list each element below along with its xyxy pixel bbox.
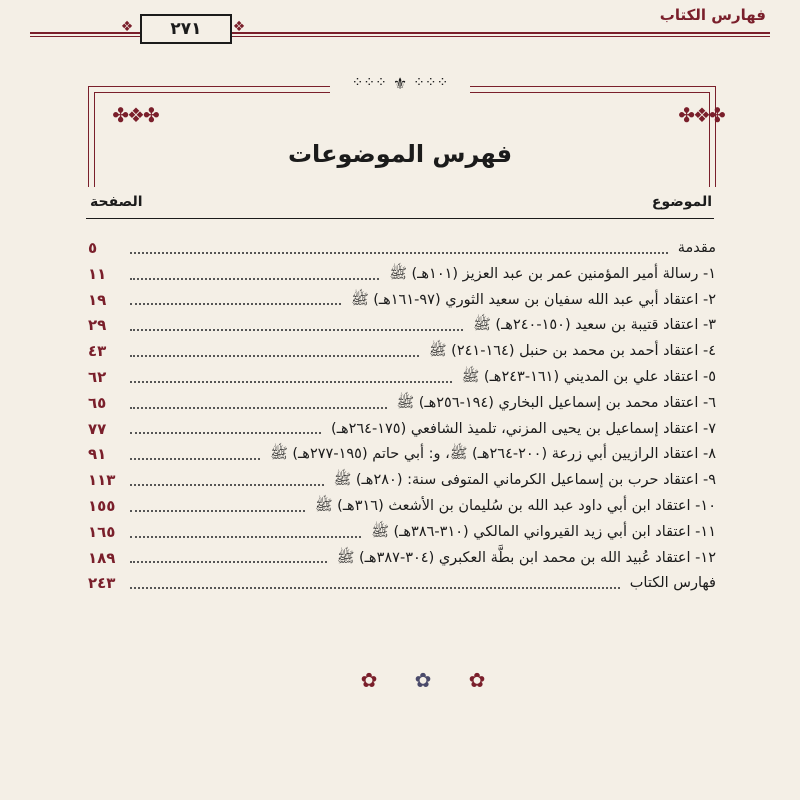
toc-entry[interactable] bbox=[88, 442, 716, 468]
toc-list bbox=[88, 236, 716, 597]
toc-entry[interactable] bbox=[88, 520, 716, 546]
toc-entry-page: ٩١ bbox=[88, 445, 107, 464]
leader-dots bbox=[130, 381, 452, 383]
toc-entry-page: ٥ bbox=[88, 239, 98, 257]
leader-dots bbox=[130, 432, 321, 434]
toc-entry-title: ٥- اعتقاد علي بن المديني (١٦١-٢٤٣هـ) ﷺ bbox=[461, 368, 716, 385]
toc-entry[interactable] bbox=[88, 494, 716, 520]
arabesque-ornament-icon: ✤❖✤ bbox=[112, 103, 158, 127]
leader-dots bbox=[130, 355, 419, 357]
leader-dots bbox=[130, 329, 463, 331]
toc-entry-title: ٩- اعتقاد حرب بن إسماعيل الكرماني المتوفى سنة: (٢٨٠هـ) ﷺ bbox=[333, 472, 716, 489]
toc-entry-title: مقدمة bbox=[677, 240, 716, 256]
toc-entry[interactable] bbox=[88, 391, 716, 417]
footer-ornaments bbox=[358, 668, 488, 692]
leader-dots bbox=[130, 407, 387, 409]
toc-entry-title: ١- رسالة أمير المؤمنين عمر بن عبد العزيز (١٠١هـ) ﷺ bbox=[389, 265, 716, 282]
leader-dots bbox=[130, 252, 668, 254]
leader-dots bbox=[130, 484, 324, 486]
toc-entry-page: ٢٩ bbox=[88, 316, 107, 335]
toc-entry[interactable] bbox=[88, 288, 716, 314]
column-header-topic: الموضوع bbox=[651, 194, 712, 210]
column-header-rule bbox=[86, 218, 714, 219]
crown-ornament-icon: ⁘⁘⁘ ⚜ ⁘⁘⁘ bbox=[330, 72, 470, 94]
toc-entry-page: ١٥٥ bbox=[88, 496, 116, 515]
floral-ornament-icon: ❖ bbox=[120, 19, 134, 35]
column-header-page: الصفحة bbox=[90, 194, 143, 210]
toc-entry[interactable] bbox=[88, 339, 716, 365]
rosette-icon: ✿ bbox=[360, 668, 378, 692]
toc-entry[interactable] bbox=[88, 417, 716, 443]
toc-entry-page: ١٩ bbox=[88, 290, 107, 309]
toc-entry[interactable] bbox=[88, 546, 716, 572]
toc-entry-title: ٦- اعتقاد محمد بن إسماعيل البخاري (١٩٤-٢٥٦هـ) ﷺ bbox=[396, 394, 716, 411]
toc-entry-title: ١١- اعتقاد ابن أبي زيد القيرواني المالكي (٣١٠-٣٨٦هـ) ﷺ bbox=[371, 523, 716, 540]
rosette-icon: ✿ bbox=[468, 668, 486, 692]
toc-entry-page: ٦٢ bbox=[88, 367, 107, 386]
toc-entry-title: ٤- اعتقاد أحمد بن محمد بن حنبل (١٦٤-٢٤١) ﷺ bbox=[429, 343, 716, 360]
leader-dots bbox=[130, 536, 361, 538]
leader-dots bbox=[130, 303, 341, 305]
toc-entry-page: ١٨٩ bbox=[88, 548, 116, 567]
leader-dots bbox=[130, 587, 620, 589]
rosette-icon: ✿ bbox=[414, 668, 432, 692]
toc-entry-page: ١٦٥ bbox=[88, 522, 116, 541]
toc-entry-title: ٨- اعتقاد الرازيين أبي زرعة (٢٠٠-٢٦٤هـ) ﷺ، و: أبي حاتم (١٩٥-٢٧٧هـ) ﷺ bbox=[270, 446, 716, 463]
leader-dots bbox=[130, 510, 305, 512]
toc-entry-page: ١١ bbox=[88, 264, 107, 283]
toc-entry-page: ٤٣ bbox=[88, 342, 107, 361]
toc-entry[interactable] bbox=[88, 365, 716, 391]
toc-entry-title: ٢- اعتقاد أبي عبد الله سفيان بن سعيد الثوري (٩٧-١٦١هـ) ﷺ bbox=[351, 291, 716, 308]
page-number: ٢٧١ bbox=[140, 14, 232, 44]
toc-entry-title: ١٢- اعتقاد عُبيد الله بن محمد ابن بطَّة العكبري (٣٠٤-٣٨٧هـ) ﷺ bbox=[336, 549, 716, 566]
toc-entry-page: ٧٧ bbox=[88, 419, 107, 438]
toc-entry-title: ٧- اعتقاد إسماعيل بن يحيى المزني، تلميذ الشافعي (١٧٥-٢٦٤هـ) bbox=[331, 420, 716, 437]
toc-entry-title: ٣- اعتقاد قتيبة بن سعيد (١٥٠-٢٤٠هـ) ﷺ bbox=[473, 317, 716, 334]
toc-entry-page: ٢٤٣ bbox=[88, 574, 116, 593]
floral-ornament-icon: ❖ bbox=[232, 19, 246, 35]
toc-entry[interactable] bbox=[88, 236, 716, 262]
running-title: فهارس الكتاب bbox=[659, 6, 766, 24]
leader-dots bbox=[130, 561, 327, 563]
page-title: فهرس الموضوعات bbox=[287, 140, 513, 168]
toc-entry[interactable] bbox=[88, 468, 716, 494]
leader-dots bbox=[130, 458, 260, 460]
toc-entry-page: ٦٥ bbox=[88, 393, 107, 412]
toc-entry-title: فهارس الكتاب bbox=[629, 575, 716, 592]
leader-dots bbox=[130, 278, 379, 280]
toc-entry[interactable] bbox=[88, 313, 716, 339]
toc-entry-title: ١٠- اعتقاد ابن أبي داود عبد الله بن سُليمان بن الأشعث (٣١٦هـ) ﷺ bbox=[315, 497, 716, 514]
toc-entry[interactable] bbox=[88, 571, 716, 597]
toc-entry[interactable] bbox=[88, 262, 716, 288]
arabesque-ornament-icon: ✤❖✤ bbox=[678, 103, 724, 127]
toc-entry-page: ١١٣ bbox=[88, 471, 116, 490]
